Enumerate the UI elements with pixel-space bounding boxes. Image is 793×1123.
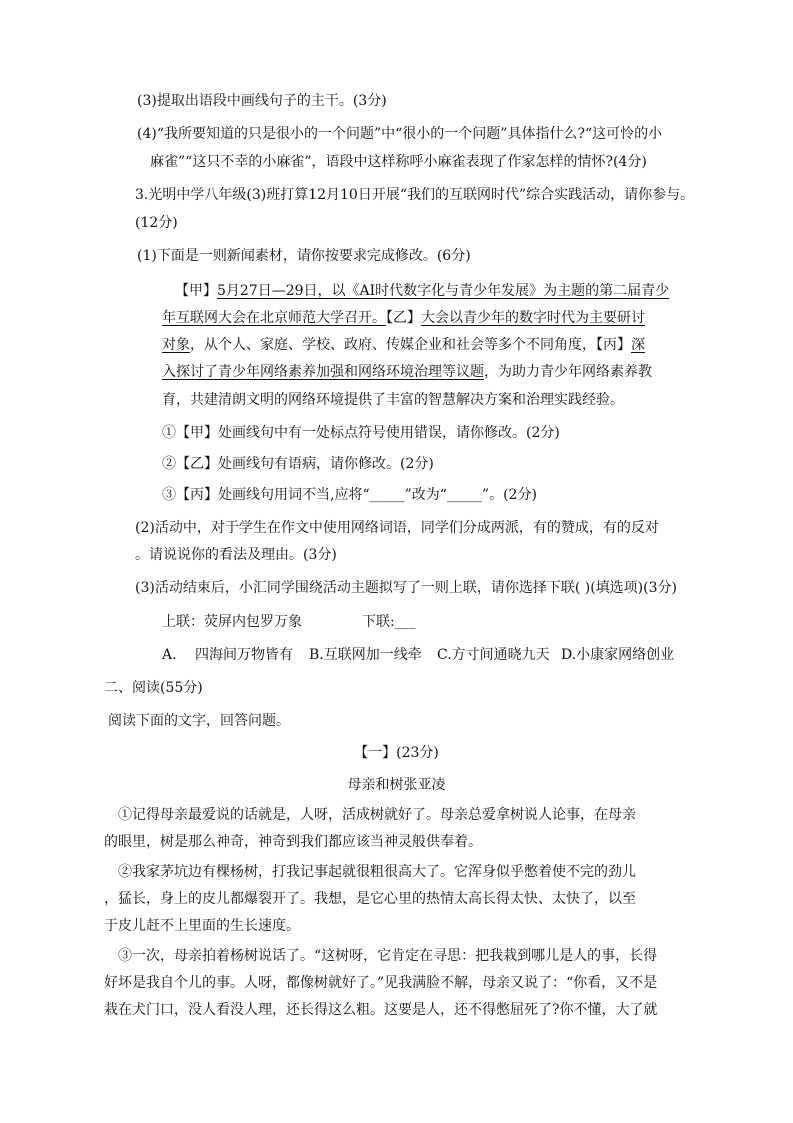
sub-question-2: ②【乙】处画线句有语病，请你修改。(2分) bbox=[162, 456, 434, 472]
reading-instruction: 阅读下面的文字，回答问题。 bbox=[108, 713, 290, 729]
couplet-lower: 下联:___ bbox=[362, 614, 416, 630]
option-a: A. 四海间万物皆有 bbox=[162, 647, 294, 663]
paragraph-2-line-1: ②我家茅坑边有棵杨树，打我记事起就很粗很高大了。它浑身似乎憋着使不完的劲儿 bbox=[118, 864, 636, 880]
section-2-heading: 二、阅读(55分) bbox=[104, 680, 203, 696]
sub-question-3: ③【丙】处画线句用词不当,应将“_____”改为“_____”。(2分) bbox=[162, 487, 537, 503]
underlined-sentence-jia-end: 年互联网大会在北京师范大学召开。 bbox=[162, 310, 386, 326]
underlined-sentence-yi-end: 对象 bbox=[162, 337, 190, 353]
news-line-3 bbox=[162, 335, 645, 355]
news-line-1 bbox=[175, 281, 669, 301]
paragraph-1-line-2: 的眼里，树是那么神奇，神奇到我们都应该当神灵般供奉着。 bbox=[104, 834, 482, 850]
question-4-line-1: (4)“我所要知道的只是很小的一个问题”中“很小的一个问题”具体指什么?“这可怜的小 bbox=[137, 126, 663, 142]
option-b: B.互联网加一线牵 bbox=[309, 647, 422, 663]
part-1-heading: (1)下面是一则新闻素材，请你按要求完成修改。(6分) bbox=[137, 248, 471, 264]
underlined-sentence-jia: 5月27日—29日，以《AI时代数字化与青少年发展》为主题的第二届青少 bbox=[217, 283, 670, 299]
part-2-line-1: (2)活动中，对于学生在作文中使用网络词语，同学们分成两派，有的赞成，有的反对 bbox=[135, 520, 659, 536]
news-line-4 bbox=[162, 362, 652, 382]
news-text: ，从个人、家庭、学校、政府、传媒企业和社会等多个不同角度， bbox=[190, 337, 596, 353]
question-3-sub: (3)提取出语段中画线句子的主干。(3分) bbox=[137, 93, 387, 109]
couplet-upper: 上联：荧屏内包罗万象 bbox=[162, 614, 302, 630]
paragraph-3-line-3: 栽在犬门口，没人看没人理，还长得这么粗。这要是人，还不得憋屈死了?你不懂，大了就 bbox=[104, 1002, 658, 1018]
part-1-title: 【一】(23分) bbox=[354, 745, 439, 761]
part-3-line-1: (3)活动结束后，小汇同学围绕活动主题拟写了一则上联，请你选择下联( )(填选项)(3分) bbox=[135, 580, 677, 596]
question-4-line-2: 麻雀”“这只不幸的小麻雀”，语段中这样称呼小麻雀表现了作家怎样的情怀?(4分) bbox=[150, 154, 647, 170]
question-3-line-1: 3.光明中学八年级(3)班打算12月10日开展“我们的互联网时代”综合实践活动，请你参与。 bbox=[135, 187, 695, 203]
underlined-sentence-yi: 大会以青少年的数字时代为主要研讨 bbox=[421, 310, 645, 326]
marker-bing: 【丙】 bbox=[596, 337, 631, 353]
option-d: D.小康家网络创业 bbox=[561, 647, 675, 663]
underlined-sentence-bing-end: 入探讨了青少年网络素养加强和网络环境治理等议题 bbox=[162, 364, 484, 380]
question-3-line-2: (12分) bbox=[135, 215, 178, 231]
underlined-sentence-bing: 深 bbox=[631, 337, 645, 353]
paragraph-1-line-1: ①记得母亲最爱说的话就是，人呀，活成树就好了。母亲总爱拿树说人论事，在母亲 bbox=[118, 807, 636, 823]
essay-title: 母亲和树张亚凌 bbox=[347, 777, 446, 793]
paragraph-3-line-1: ③一次，母亲拍着杨树说话了。“这树呀，它肯定在寻思：把我栽到哪儿是人的事，长得 bbox=[118, 948, 658, 964]
news-line-5: 育，共建清朗文明的网络环境提供了丰富的智慧解决方案和治理实践经验。 bbox=[162, 392, 624, 408]
marker-yi: 【乙】 bbox=[386, 310, 421, 326]
part-2-line-2: 。请说说你的看法及理由。(3分) bbox=[135, 547, 337, 563]
marker-jia: 【甲】 bbox=[175, 283, 217, 299]
option-c: C.方寸间通晓九天 bbox=[437, 647, 550, 663]
paragraph-2-line-2: ，猛长，身上的皮儿都爆裂开了。我想，是它心里的热情太高长得太快、太快了，以至 bbox=[104, 891, 636, 907]
news-line-2 bbox=[162, 308, 645, 328]
paragraph-2-line-3: 于皮儿赶不上里面的生长速度。 bbox=[104, 918, 300, 934]
sub-question-1: ①【甲】处画线句中有一处标点符号使用错误，请你修改。(2分) bbox=[162, 425, 560, 441]
news-text: ，为助力青少年网络素养教 bbox=[484, 364, 652, 380]
paragraph-3-line-2: 好坏是我自个儿的事。人呀，都像树就好了。”见我满脸不解，母亲又说了：“你看，又不是 bbox=[104, 975, 658, 991]
